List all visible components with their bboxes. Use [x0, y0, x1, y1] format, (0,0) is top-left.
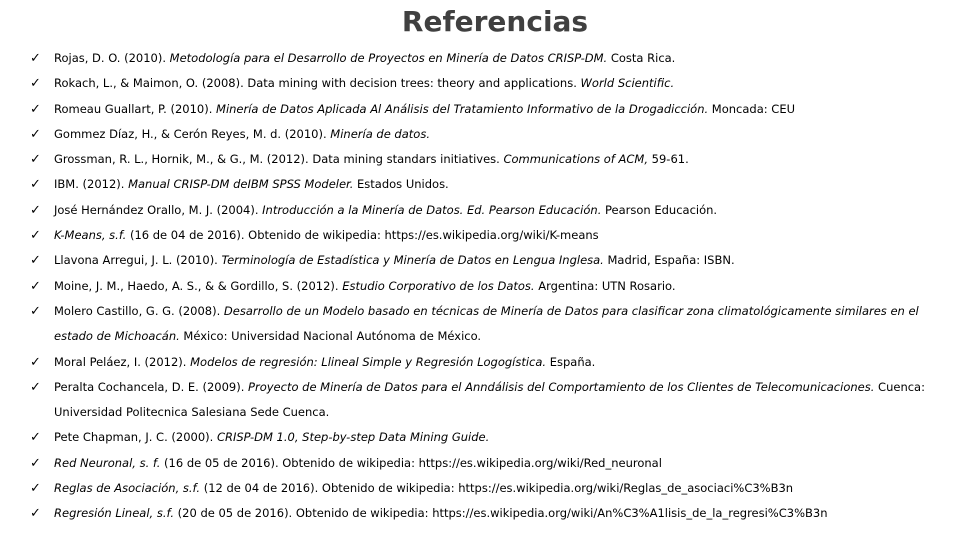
reference-text: Romeau Guallart, P. (2010).	[54, 101, 217, 116]
reference-text: Madrid, España: ISBN.	[603, 253, 735, 268]
reference-text: 59-61.	[648, 152, 689, 167]
reference-text: Argentina: UTN Rosario.	[534, 278, 676, 293]
reference-italic: Terminología de Estadística y Minería de Datos en Lengua Inglesa.	[221, 253, 604, 268]
reference-item	[30, 476, 930, 501]
reference-item	[30, 147, 930, 172]
reference-item	[30, 223, 930, 248]
reference-italic: World Scientific.	[580, 76, 675, 91]
reference-text: Gommez Díaz, H., & Cerón Reyes, M. d. (2010).	[54, 126, 331, 141]
checkmark-icon: ✓	[30, 51, 41, 66]
reference-text: Costa Rica.	[607, 51, 676, 65]
checkmark-icon: ✓	[30, 152, 41, 168]
reference-italic: Modelos de regresión: Llineal Simple y Regresión Logogística.	[190, 354, 547, 369]
reference-text: Pearson Educación.	[601, 202, 718, 217]
reference-item	[30, 350, 930, 375]
reference-item	[30, 501, 930, 526]
checkmark-icon: ✓	[30, 126, 41, 142]
reference-text: (16 de 04 de 2016). Obtenido de wikipedia: https://es.wikipedia.org/wiki/K-means	[126, 228, 599, 243]
reference-item	[30, 97, 930, 122]
reference-italic: K-Means, s.f.	[54, 228, 127, 243]
reference-text: IBM. (2012).	[54, 177, 129, 192]
checkmark-icon: ✓	[30, 455, 41, 471]
reference-text: (12 de 04 de 2016). Obtenido de wikipedia: https://es.wikipedia.org/wiki/Reglas_de_asociaci%C3%B3n	[200, 481, 794, 496]
checkmark-icon: ✓	[30, 506, 41, 522]
reference-text: Moral Peláez, I. (2012).	[54, 354, 191, 369]
reference-item	[30, 274, 930, 299]
page-title: Referencias	[401, 5, 589, 38]
reference-item	[30, 451, 930, 476]
reference-italic: Introducción a la Minería de Datos. Ed. Pearson Educación.	[262, 202, 602, 217]
checkmark-icon: ✓	[30, 278, 41, 294]
reference-item	[30, 172, 930, 197]
reference-text: Rojas, D. O. (2010).	[54, 51, 170, 65]
reference-italic: Manual CRISP-DM deIBM SPSS Modeler.	[128, 177, 354, 192]
reference-text: Molero Castillo, G. G. (2008).	[54, 303, 224, 318]
reference-italic: CRISP-DM 1.0, Step-by-step Data Mining Guide.	[216, 430, 490, 445]
reference-italic: Metodología para el Desarrollo de Proyectos en Minería de Datos CRISP-DM.	[169, 51, 608, 65]
reference-list	[30, 46, 930, 527]
checkmark-icon: ✓	[30, 303, 41, 319]
reference-text: José Hernández Orallo, M. J. (2004).	[54, 202, 263, 217]
reference-text: Pete Chapman, J. C. (2000).	[54, 430, 217, 445]
checkmark-icon: ✓	[30, 177, 41, 193]
reference-italic: Proyecto de Minería de Datos para el Anndálisis del Comportamiento de los Clientes de Telecomunicaciones.	[248, 379, 875, 394]
checkmark-icon: ✓	[30, 481, 41, 497]
reference-item	[30, 198, 930, 223]
checkmark-icon: ✓	[30, 379, 41, 395]
reference-text: España.	[546, 354, 596, 369]
checkmark-icon: ✓	[30, 354, 41, 370]
reference-italic: Red Neuronal, s. f.	[54, 455, 161, 470]
reference-text: Moine, J. M., Haedo, A. S., & & Gordillo, S. (2012).	[54, 278, 343, 293]
reference-text: Cuenca: Universidad Politecnica Salesiana Sede Cuenca.	[54, 379, 925, 420]
reference-text: Peralta Cochancela, D. E. (2009).	[54, 379, 249, 394]
reference-item	[30, 122, 930, 147]
reference-italic: Communications of ACM,	[503, 152, 648, 167]
checkmark-icon: ✓	[30, 76, 41, 92]
reference-text: (16 de 05 de 2016). Obtenido de wikipedia: https://es.wikipedia.org/wiki/Red_neuronal	[160, 455, 662, 470]
reference-text: (20 de 05 de 2016). Obtenido de wikipedia: https://es.wikipedia.org/wiki/An%C3%A1lisis_de_la_regresi%C3%B3n	[174, 506, 828, 521]
checkmark-icon: ✓	[30, 430, 41, 446]
checkmark-icon: ✓	[30, 101, 41, 117]
reference-item	[30, 71, 930, 96]
checkmark-icon: ✓	[30, 202, 41, 218]
reference-text: Rokach, L., & Maimon, O. (2008). Data mining with decision trees: theory and applications.	[54, 76, 581, 91]
reference-item	[30, 425, 930, 450]
reference-text: México: Universidad Nacional Autónoma de México.	[179, 329, 482, 344]
reference-italic: Desarrollo de un Modelo basado en técnicas de Minería de Datos para clasificar zona climatológicamente similares en el estado de Michoacán.	[54, 303, 919, 344]
reference-text: Grossman, R. L., Hornik, M., & G., M. (2012). Data mining standars initiatives.	[54, 152, 504, 167]
reference-italic: Estudio Corporativo de los Datos.	[342, 278, 535, 293]
reference-item	[30, 299, 930, 350]
reference-item	[30, 375, 930, 426]
checkmark-icon: ✓	[30, 228, 41, 244]
reference-text: Llavona Arregui, J. L. (2010).	[54, 253, 222, 268]
reference-italic: Minería de Datos Aplicada Al Análisis del Tratamiento Informativo de la Drogadicción.	[216, 101, 709, 116]
reference-item	[30, 248, 930, 273]
reference-italic: Minería de datos.	[330, 126, 430, 141]
reference-text: Estados Unidos.	[353, 177, 449, 192]
reference-text: Moncada: CEU	[708, 101, 796, 116]
reference-italic: Reglas de Asociación, s.f.	[54, 481, 201, 496]
reference-item	[30, 46, 930, 71]
checkmark-icon: ✓	[30, 253, 41, 269]
reference-italic: Regresión Lineal, s.f.	[54, 506, 175, 521]
